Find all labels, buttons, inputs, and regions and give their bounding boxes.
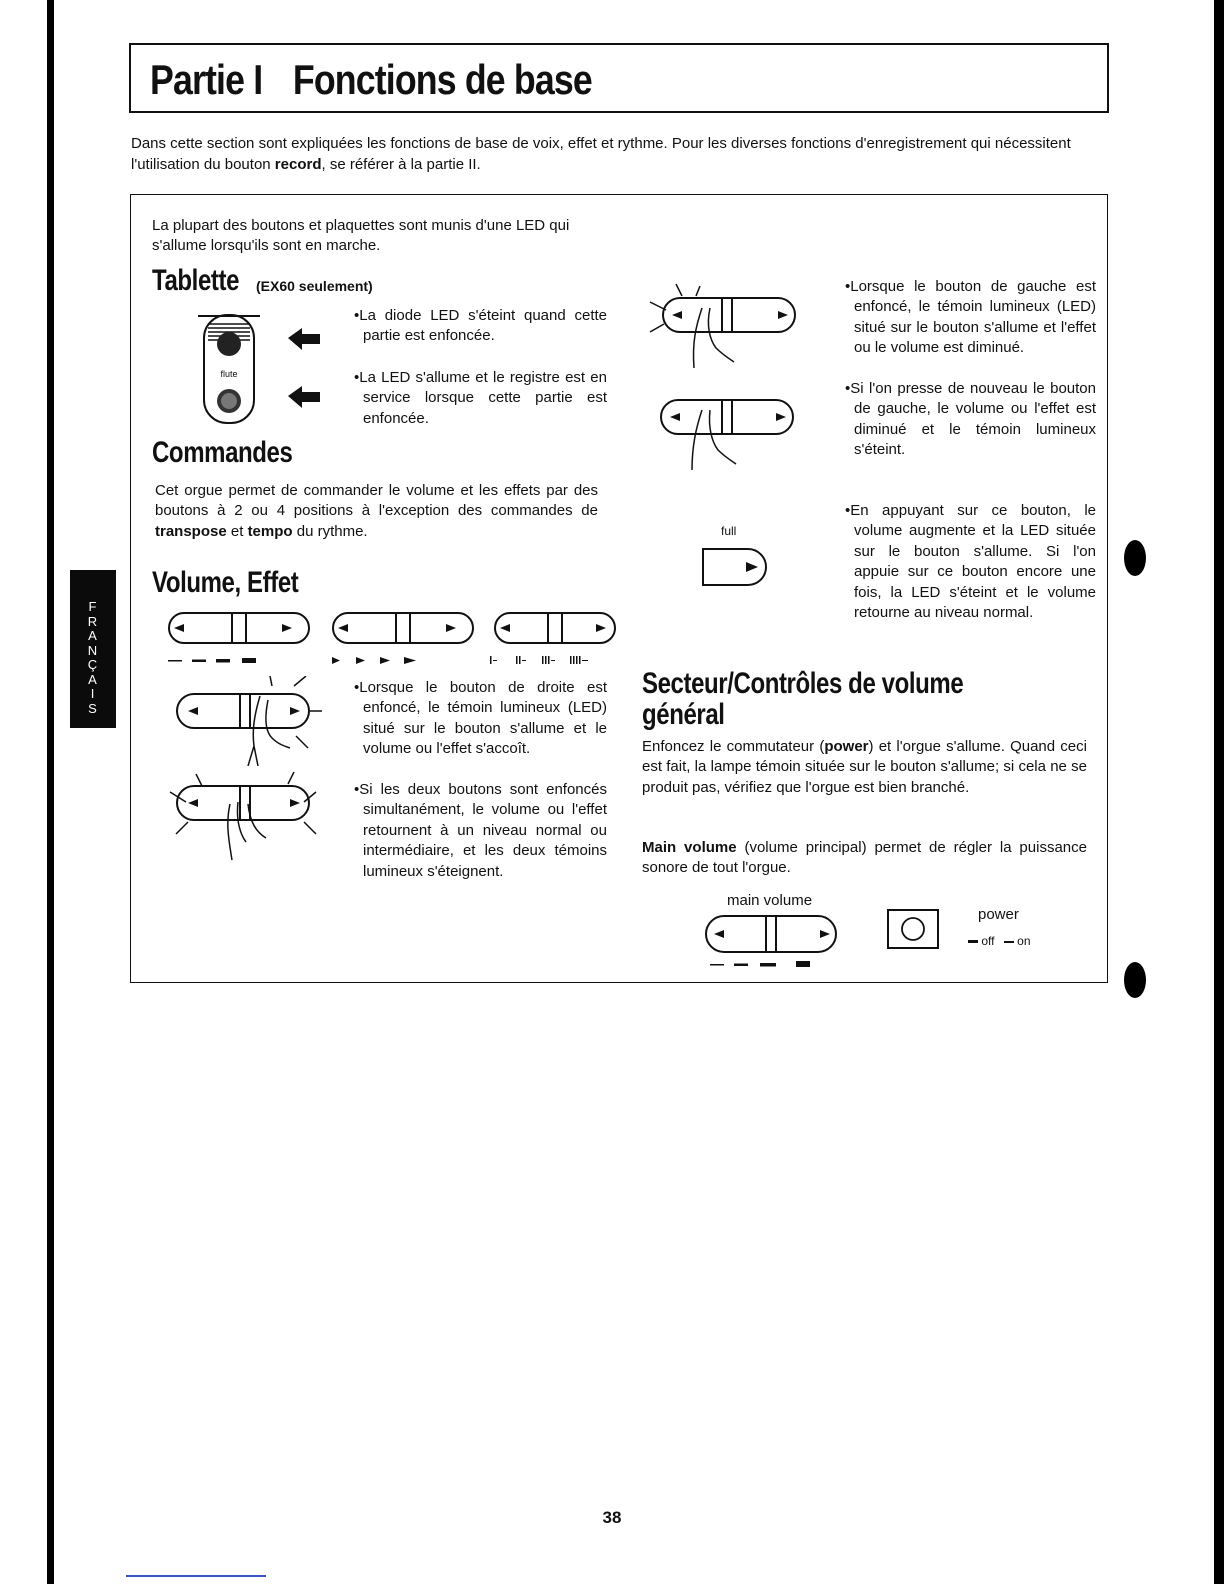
level-indicator-bars	[168, 658, 256, 663]
right-button-press-illustration	[172, 676, 332, 766]
full-bullet: •En appuyant sur ce bouton, le volume augmente et la LED située sur le bouton s'allume. Si l'on appuie sur ce bouton encore une fois, la LED s'éteint et le volume retourne au niveau normal.	[845, 502, 1096, 622]
page-scan-edge-right	[1214, 0, 1224, 1584]
volume-bullet-2: •Si les deux boutons sont enfoncés simultanément, le volume ou l'effet retournent à un niveau normal ou intermédiaire, et les deux témoins lumineux s'éteignent.	[354, 781, 607, 880]
power-label: power	[978, 906, 1019, 923]
tablette-illustration	[198, 308, 333, 430]
secteur-paragraph-2: Main volume (volume principal) permet de régler la puissance sonore de tout l'orgue.	[642, 839, 1087, 877]
on-indicator-icon	[1004, 941, 1014, 943]
full-label: full	[721, 524, 737, 538]
full-button-illustration	[700, 546, 772, 588]
binding-hole-mark	[1124, 962, 1146, 998]
commandes-paragraph: Cet orgue permet de commander le volume et les effets par des boutons à 2 ou 4 positions à l'exception des commandes de transpose et tempo du rythme.	[155, 482, 598, 540]
left-button-press-illustration	[648, 282, 798, 372]
left-button-bullet-1: •Lorsque le bouton de gauche est enfoncé, le témoin lumineux (LED) situé sur le bouton s'allume et l'effet ou le volume est diminué.	[845, 278, 1096, 357]
record-keyword: record	[274, 156, 322, 173]
binding-hole-mark	[1124, 540, 1146, 576]
power-lamp-icon	[902, 918, 924, 940]
finger-icon	[248, 696, 290, 766]
left-button-bullet-2: •Si l'on presse de nouveau le bouton de gauche, le volume ou l'effet est diminué et le témoin lumineux s'éteint.	[845, 380, 1096, 459]
arrow-left-icon	[500, 624, 510, 632]
arrow-left-icon	[714, 930, 724, 938]
tablette-bullet-1: •La diode LED s'éteint quand cette partie est enfoncée.	[354, 307, 607, 345]
tablette-bullet-2: •La LED s'allume et le registre est en service lorsque cette partie est enfoncée.	[354, 369, 607, 427]
volume-effet-heading: Volume, Effet	[152, 566, 299, 599]
tablette-subheading: (EX60 seulement)	[256, 278, 373, 294]
arrow-left-icon	[338, 624, 348, 632]
section-title: Fonctions de base	[292, 56, 592, 103]
tab-label-flute: flute	[220, 369, 238, 379]
led-light-rays	[650, 284, 700, 332]
volume-button-pairs-illustration	[160, 610, 620, 670]
arrow-left-icon	[288, 386, 320, 408]
power-states: off on	[968, 934, 1031, 948]
intro-paragraph: Dans cette section sont expliquées les fonctions de base de voix, effet et rythme. Pour les diverses fonctions d'enregistrement qui nécessitent l'utilisation du bouton record, se référer à la partie II.	[131, 135, 1071, 173]
off-indicator-icon	[968, 940, 978, 943]
left-button-repress-illustration	[656, 394, 806, 474]
finger-icon	[693, 308, 734, 368]
page-scan-edge-left	[47, 0, 54, 1584]
main-volume-button-illustration	[700, 912, 850, 972]
both-buttons-press-illustration	[166, 764, 336, 864]
arrow-right-icon	[596, 624, 606, 632]
page-title	[150, 56, 592, 104]
level-indicator-bars	[710, 961, 810, 967]
volume-bullet-1: •Lorsque le bouton de droite est enfoncé, le témoin lumineux (LED) situé sur le bouton s'allume et le volume ou l'effet s'accoît.	[354, 679, 607, 758]
level-indicator-triangles	[332, 657, 416, 664]
arrow-right-icon	[446, 624, 456, 632]
led-note: La plupart des boutons et plaquettes sont munis d'une LED qui s'allume lorsqu'ils sont en marche.	[152, 217, 570, 255]
fingers-icon	[228, 802, 266, 860]
level-indicator-ticks	[490, 656, 588, 664]
arrow-right-icon	[282, 624, 292, 632]
commandes-heading: Commandes	[152, 436, 293, 469]
finger-icon	[692, 410, 736, 470]
secteur-paragraph-1: Enfoncez le commutateur (power) et l'orgue s'allume. Quand ceci est fait, la lampe témoin située sur le bouton s'allume; si cela ne se produit pas, vérifiez que l'orgue est bien branché.	[642, 738, 1087, 796]
main-volume-label: main volume	[727, 892, 813, 909]
secteur-heading: Secteur/Contrôles de volume général	[642, 667, 964, 731]
page-scan-mark	[126, 1575, 266, 1577]
arrow-left-icon	[288, 328, 320, 350]
part-label: Partie I	[150, 56, 263, 103]
arrow-right-icon	[820, 930, 830, 938]
arrow-left-icon	[174, 624, 184, 632]
page-number: 38	[602, 1508, 622, 1527]
arrow-right-icon	[746, 562, 758, 572]
language-side-tab: F R A N Ç A I S	[70, 570, 116, 728]
tablette-heading: Tablette (EX60 seulement)	[152, 264, 373, 297]
power-switch-illustration	[886, 908, 942, 952]
